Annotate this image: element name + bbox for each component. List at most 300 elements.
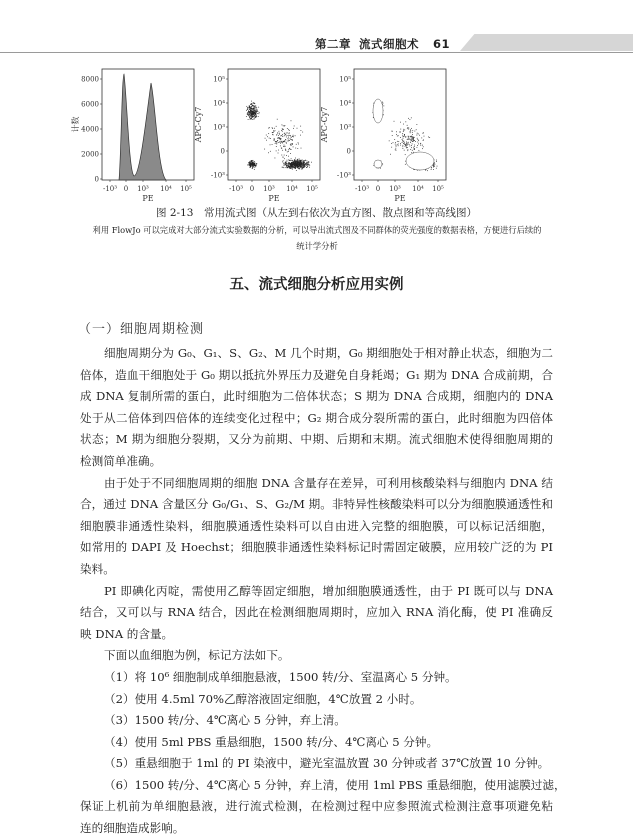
scatter-point	[256, 108, 257, 109]
scatter-point	[396, 134, 397, 135]
scatter-point	[252, 168, 253, 169]
scatter-point	[309, 164, 310, 165]
scatter-point	[250, 164, 251, 165]
scatter-point	[278, 137, 279, 138]
scatter-point	[274, 131, 275, 132]
scatter-point	[417, 142, 418, 143]
scatter-point	[253, 164, 254, 165]
scatter-point	[250, 114, 251, 115]
scatter-point	[383, 103, 384, 104]
scatter-point	[275, 130, 276, 131]
scatter-point	[289, 132, 290, 133]
scatter-point	[287, 160, 288, 161]
scatter-point	[406, 144, 407, 145]
scatter-point	[257, 110, 258, 111]
text-line: 结合，又可以与 RNA 结合，因此在检测细胞周期时，应加入 RNA 消化酶，使 PI 准确反	[80, 605, 553, 620]
scatter-point	[287, 151, 288, 152]
scatter-point	[303, 167, 304, 168]
scatter-point	[283, 163, 284, 164]
scatter-point	[251, 104, 252, 105]
scatter-point	[251, 108, 252, 109]
scatter-point	[433, 167, 434, 168]
scatter-point	[304, 166, 305, 167]
header-tab-decoration	[460, 34, 633, 51]
scatter-point	[382, 164, 383, 165]
scatter-point	[274, 139, 275, 140]
scatter-point	[397, 141, 398, 142]
scatter-point	[253, 112, 254, 113]
text-line: 检测简单准确。	[80, 453, 162, 468]
scatter-point	[414, 131, 415, 132]
scatter-point	[412, 141, 413, 142]
scatter-point	[396, 150, 397, 151]
scatter-point	[250, 108, 251, 109]
scatter-point	[298, 168, 299, 169]
scatter-point	[434, 165, 435, 166]
scatter-point	[311, 162, 312, 163]
scatter-point	[403, 136, 404, 137]
scatter-point	[254, 115, 255, 116]
text-line: 细胞膜非通透性染料，细胞膜通透性染料可以自由进入完整的细胞膜，可以标记活细胞，	[80, 518, 553, 533]
histogram-area	[119, 74, 166, 180]
scatter-point	[418, 144, 419, 145]
scatter-point	[249, 161, 250, 162]
scatter-point	[256, 164, 257, 165]
scatter-point	[279, 138, 280, 139]
scatter-point	[277, 138, 278, 139]
scatter-point	[275, 158, 276, 159]
scatter-point	[301, 130, 302, 131]
chapter-title: 流式细胞术	[358, 37, 419, 51]
scatter-point	[299, 165, 300, 166]
scatter-point	[423, 146, 424, 147]
scatter-point	[281, 155, 282, 156]
scatter-point	[299, 163, 300, 164]
scatter-point	[276, 146, 277, 147]
scatter-point	[428, 137, 429, 138]
scatter-point	[251, 162, 252, 163]
scatter-point	[251, 112, 252, 113]
scatter-point	[410, 119, 411, 120]
scatter-point	[289, 168, 290, 169]
scatter-point	[286, 162, 287, 163]
scatter-point	[407, 142, 408, 143]
scatter-point	[283, 129, 284, 130]
scatter-point	[247, 165, 248, 166]
scatter-point	[300, 160, 301, 161]
scatter-point	[279, 138, 280, 139]
scatter-point	[296, 170, 297, 171]
scatter-point	[288, 140, 289, 141]
scatter-point	[302, 132, 303, 133]
scatter-point	[406, 145, 407, 146]
scatter-point	[284, 155, 285, 156]
scatter-point	[288, 129, 289, 130]
scatter-point	[291, 137, 292, 138]
text-line: 倍体，造血干细胞处于 G₀ 期以抵抗外界压力及避免自身耗竭；G₁ 期为 DNA 合成前期，合	[80, 367, 553, 382]
scatter-point	[273, 132, 274, 133]
scatter-point	[395, 148, 396, 149]
scatter-point	[395, 144, 396, 145]
scatter-point	[294, 160, 295, 161]
x-axis-label: PE	[394, 194, 406, 203]
scatter-point	[250, 119, 251, 120]
scatter-point	[418, 140, 419, 141]
scatter-point	[407, 147, 408, 148]
y-axis-label: 计数	[71, 116, 80, 133]
scatter-point	[414, 149, 415, 150]
scatter-point	[284, 135, 285, 136]
scatter-point	[288, 163, 289, 164]
scatter-point	[286, 155, 287, 156]
scatter-point	[304, 163, 305, 164]
scatter-point	[257, 111, 258, 112]
scatter-point	[256, 116, 257, 117]
scatter-point	[295, 164, 296, 165]
scatter-point	[282, 129, 283, 130]
scatter-point	[290, 135, 291, 136]
scatter-point	[251, 116, 252, 117]
scatter-point	[255, 111, 256, 112]
scatter-point	[283, 141, 284, 142]
scatter-point	[303, 160, 304, 161]
scatter-point	[303, 161, 304, 162]
scatter-point	[406, 144, 407, 145]
scatter-point	[253, 162, 254, 163]
scatter-point	[308, 164, 309, 165]
text-line: （4）使用 5ml PBS 重悬细胞，1500 转/分、4℃离心 5 分钟。	[104, 734, 439, 749]
scatter-point	[254, 106, 255, 107]
scatter-point	[298, 144, 299, 145]
scatter-point	[253, 105, 254, 106]
y-tick-label: 0	[346, 147, 351, 156]
y-tick-label: 4000	[81, 125, 99, 134]
scatter-point	[436, 161, 437, 162]
y-tick-label: -10³	[210, 171, 225, 180]
scatter-point	[404, 134, 405, 135]
scatter-point	[252, 111, 253, 112]
scatter-point	[251, 160, 252, 161]
scatter-point	[248, 114, 249, 115]
scatter-point	[416, 135, 417, 136]
scatter-point	[407, 125, 408, 126]
scatter-point	[407, 150, 408, 151]
scatter-point	[292, 144, 293, 145]
scatter-point	[286, 165, 287, 166]
scatter-point	[287, 128, 288, 129]
scatter-point	[276, 143, 277, 144]
scatter-point	[291, 158, 292, 159]
scatter-point	[405, 146, 406, 147]
text-line: 下面以血细胞为例，标记方法如下。	[104, 648, 290, 663]
scatter-point	[286, 133, 287, 134]
scatter-point	[249, 117, 250, 118]
scatter-point	[255, 117, 256, 118]
scatter-point	[246, 110, 247, 111]
text-line: （2）使用 4.5ml 70%乙醇溶液固定细胞，4℃放置 2 小时。	[104, 691, 422, 706]
x-tick-label: 0	[249, 185, 255, 193]
scatter-point	[419, 135, 420, 136]
scatter-point	[251, 101, 252, 102]
scatter-point	[249, 112, 250, 113]
text-line: 连的细胞造成影响。	[80, 821, 185, 836]
text-line: 映 DNA 的含量。	[80, 626, 174, 641]
scatter-point	[248, 115, 249, 116]
scatter-point	[402, 140, 403, 141]
scatter-point	[410, 141, 411, 142]
scatter-point	[254, 110, 255, 111]
scatter-point	[266, 135, 267, 136]
scatter-point	[255, 106, 256, 107]
scatter-point	[288, 149, 289, 150]
scatter-point	[289, 164, 290, 165]
scatter-point	[283, 146, 284, 147]
scatter-point	[389, 140, 390, 141]
scatter-point	[291, 168, 292, 169]
scatter-point	[307, 166, 308, 167]
scatter-point	[288, 156, 289, 157]
scatter-point	[303, 165, 304, 166]
scatter-point	[395, 149, 396, 150]
scatter-point	[404, 142, 405, 143]
scatter-point	[410, 142, 411, 143]
scatter-point	[411, 140, 412, 141]
scatter-point	[252, 163, 253, 164]
scatter-point	[276, 141, 277, 142]
scatter-point	[412, 144, 413, 145]
scatter-point	[431, 167, 432, 168]
scatter-point	[422, 148, 423, 149]
scatter-point	[404, 130, 405, 131]
scatter-point	[424, 136, 425, 137]
scatter-point	[283, 125, 284, 126]
scatter-point	[254, 118, 255, 119]
section-title: 五、流式细胞分析应用实例	[229, 277, 404, 293]
text-line: 如常用的 DAPI 及 Hoechst；细胞膜非通透性染料标记时需固定破膜，应用较广泛的为 PI	[80, 540, 553, 555]
scatter-point	[394, 139, 395, 140]
scatter-point	[436, 160, 437, 161]
scatter-point	[412, 139, 413, 140]
scatter-point	[295, 166, 296, 167]
scatter-point	[382, 102, 383, 103]
scatter-point	[400, 131, 401, 132]
contour-line	[406, 152, 434, 170]
scatter-point	[417, 147, 418, 148]
scatter-point	[402, 133, 403, 134]
figure-note-line: 统计学分析	[296, 241, 338, 251]
scatter-point	[291, 165, 292, 166]
scatter-point	[283, 167, 284, 168]
x-tick-label: 0	[375, 185, 381, 193]
scatter-point	[398, 141, 399, 142]
text-line: 合，通过 DNA 含量区分 G₀/G₁、S、G₂/M 期。非特异性核酸染料可以分为细胞膜通透性和	[80, 497, 553, 512]
scatter-point	[429, 137, 430, 138]
scatter-point	[308, 164, 309, 165]
scatter-point	[291, 120, 292, 121]
scatter-point	[408, 139, 409, 140]
scatter-point	[411, 145, 412, 146]
scatter-point	[296, 144, 297, 145]
header-rule	[0, 52, 633, 53]
scatter-point	[433, 166, 434, 167]
scatter-point	[255, 164, 256, 165]
scatter-point	[265, 138, 266, 139]
scatter-point	[286, 143, 287, 144]
scatter-point	[277, 119, 278, 120]
scatter-point	[414, 137, 415, 138]
scatter-point	[402, 139, 403, 140]
scatter-point	[256, 165, 257, 166]
scatter-point	[294, 165, 295, 166]
scatter-point	[412, 132, 413, 133]
figure-note	[78, 222, 556, 253]
scatter-point	[286, 164, 287, 165]
scatter-point	[268, 133, 269, 134]
scatter-point	[380, 168, 381, 169]
scatter-point	[408, 139, 409, 140]
scatter-point	[410, 130, 411, 131]
scatter-point	[392, 131, 393, 132]
y-tick-label: 6000	[81, 100, 99, 109]
text-line: （1）将 10⁶ 细胞制成单细胞悬液，1500 转/分、室温离心 5 分钟。	[104, 669, 457, 684]
body-text	[80, 343, 566, 840]
scatter-point	[279, 142, 280, 143]
x-tick-label: 10⁵	[306, 185, 318, 193]
scatter-point	[391, 143, 392, 144]
scatter-point	[293, 136, 294, 137]
scatter-point	[397, 136, 398, 137]
scatter-point	[414, 145, 415, 146]
scatter-point	[266, 140, 267, 141]
scatter-point	[433, 169, 434, 170]
scatter-point	[403, 141, 404, 142]
scatter-point	[247, 108, 248, 109]
scatter-point	[286, 165, 287, 166]
scatter-point	[292, 140, 293, 141]
scatter-point	[280, 138, 281, 139]
scatter-point	[383, 114, 384, 115]
scatter-point	[280, 145, 281, 146]
scatter-point	[247, 114, 248, 115]
scatter-point	[433, 165, 434, 166]
scatter-point	[300, 167, 301, 168]
scatter-point	[250, 107, 251, 108]
scatter-point	[402, 148, 403, 149]
scatter-point	[293, 128, 294, 129]
scatter-point	[282, 161, 283, 162]
scatter-point	[406, 142, 407, 143]
scatter-point	[416, 129, 417, 130]
x-tick-label: 10⁴	[286, 185, 298, 193]
scatter-point	[300, 162, 301, 163]
scatter-point	[255, 114, 256, 115]
y-tick-label: 10³	[339, 123, 351, 132]
scatter-point	[284, 163, 285, 164]
scatter-point	[291, 143, 292, 144]
scatter-point	[292, 164, 293, 165]
scatter-point	[411, 128, 412, 129]
scatter-point	[270, 144, 271, 145]
scatter-point	[411, 139, 412, 140]
scatter-point	[255, 116, 256, 117]
x-tick-label: 0	[123, 185, 129, 193]
scatter-point	[281, 130, 282, 131]
scatter-point	[283, 160, 284, 161]
scatter-point	[298, 142, 299, 143]
scatter-point	[289, 130, 290, 131]
scatter-point	[269, 138, 270, 139]
scatter-point	[247, 114, 248, 115]
scatter-point	[280, 139, 281, 140]
scatter-point	[274, 139, 275, 140]
scatter-point	[295, 162, 296, 163]
scatter-point	[249, 111, 250, 112]
scatter-point	[406, 147, 407, 148]
scatter-point	[247, 107, 248, 108]
scatter-point	[414, 140, 415, 141]
scatter-point	[255, 106, 256, 107]
running-header	[0, 34, 633, 54]
scatter-point	[403, 138, 404, 139]
scatter-point	[295, 135, 296, 136]
scatter-point	[274, 140, 275, 141]
scatter-point	[283, 167, 284, 168]
scatter-point	[297, 148, 298, 149]
scatter-point	[289, 133, 290, 134]
plot-contour	[320, 69, 446, 203]
scatter-point	[270, 138, 271, 139]
scatter-point	[248, 107, 249, 108]
scatter-point	[267, 136, 268, 137]
scatter-point	[303, 162, 304, 163]
scatter-point	[250, 161, 251, 162]
scatter-point	[294, 166, 295, 167]
scatter-point	[293, 146, 294, 147]
scatter-point	[408, 143, 409, 144]
scatter-point	[298, 163, 299, 164]
scatter-point	[276, 135, 277, 136]
scatter-point	[288, 159, 289, 160]
scatter-point	[289, 140, 290, 141]
scatter-point	[251, 107, 252, 108]
scatter-point	[291, 145, 292, 146]
y-tick-label: 0	[220, 147, 225, 156]
scatter-point	[413, 152, 414, 153]
scatter-point	[295, 160, 296, 161]
scatter-point	[298, 161, 299, 162]
scatter-point	[276, 144, 277, 145]
scatter-point	[415, 141, 416, 142]
scatter-point	[404, 144, 405, 145]
scatter-point	[249, 106, 250, 107]
scatter-point	[395, 142, 396, 143]
text-line: 染料。	[80, 561, 115, 576]
scatter-point	[405, 121, 406, 122]
scatter-point	[408, 137, 409, 138]
scatter-point	[300, 161, 301, 162]
page-number: 61	[432, 37, 450, 51]
scatter-point	[394, 121, 395, 122]
scatter-point	[423, 140, 424, 141]
scatter-point	[412, 130, 413, 131]
scatter-point	[293, 167, 294, 168]
scatter-point	[254, 161, 255, 162]
scatter-point	[305, 164, 306, 165]
scatter-point	[403, 136, 404, 137]
scatter-point	[301, 160, 302, 161]
scatter-point	[396, 131, 397, 132]
scatter-point	[398, 145, 399, 146]
